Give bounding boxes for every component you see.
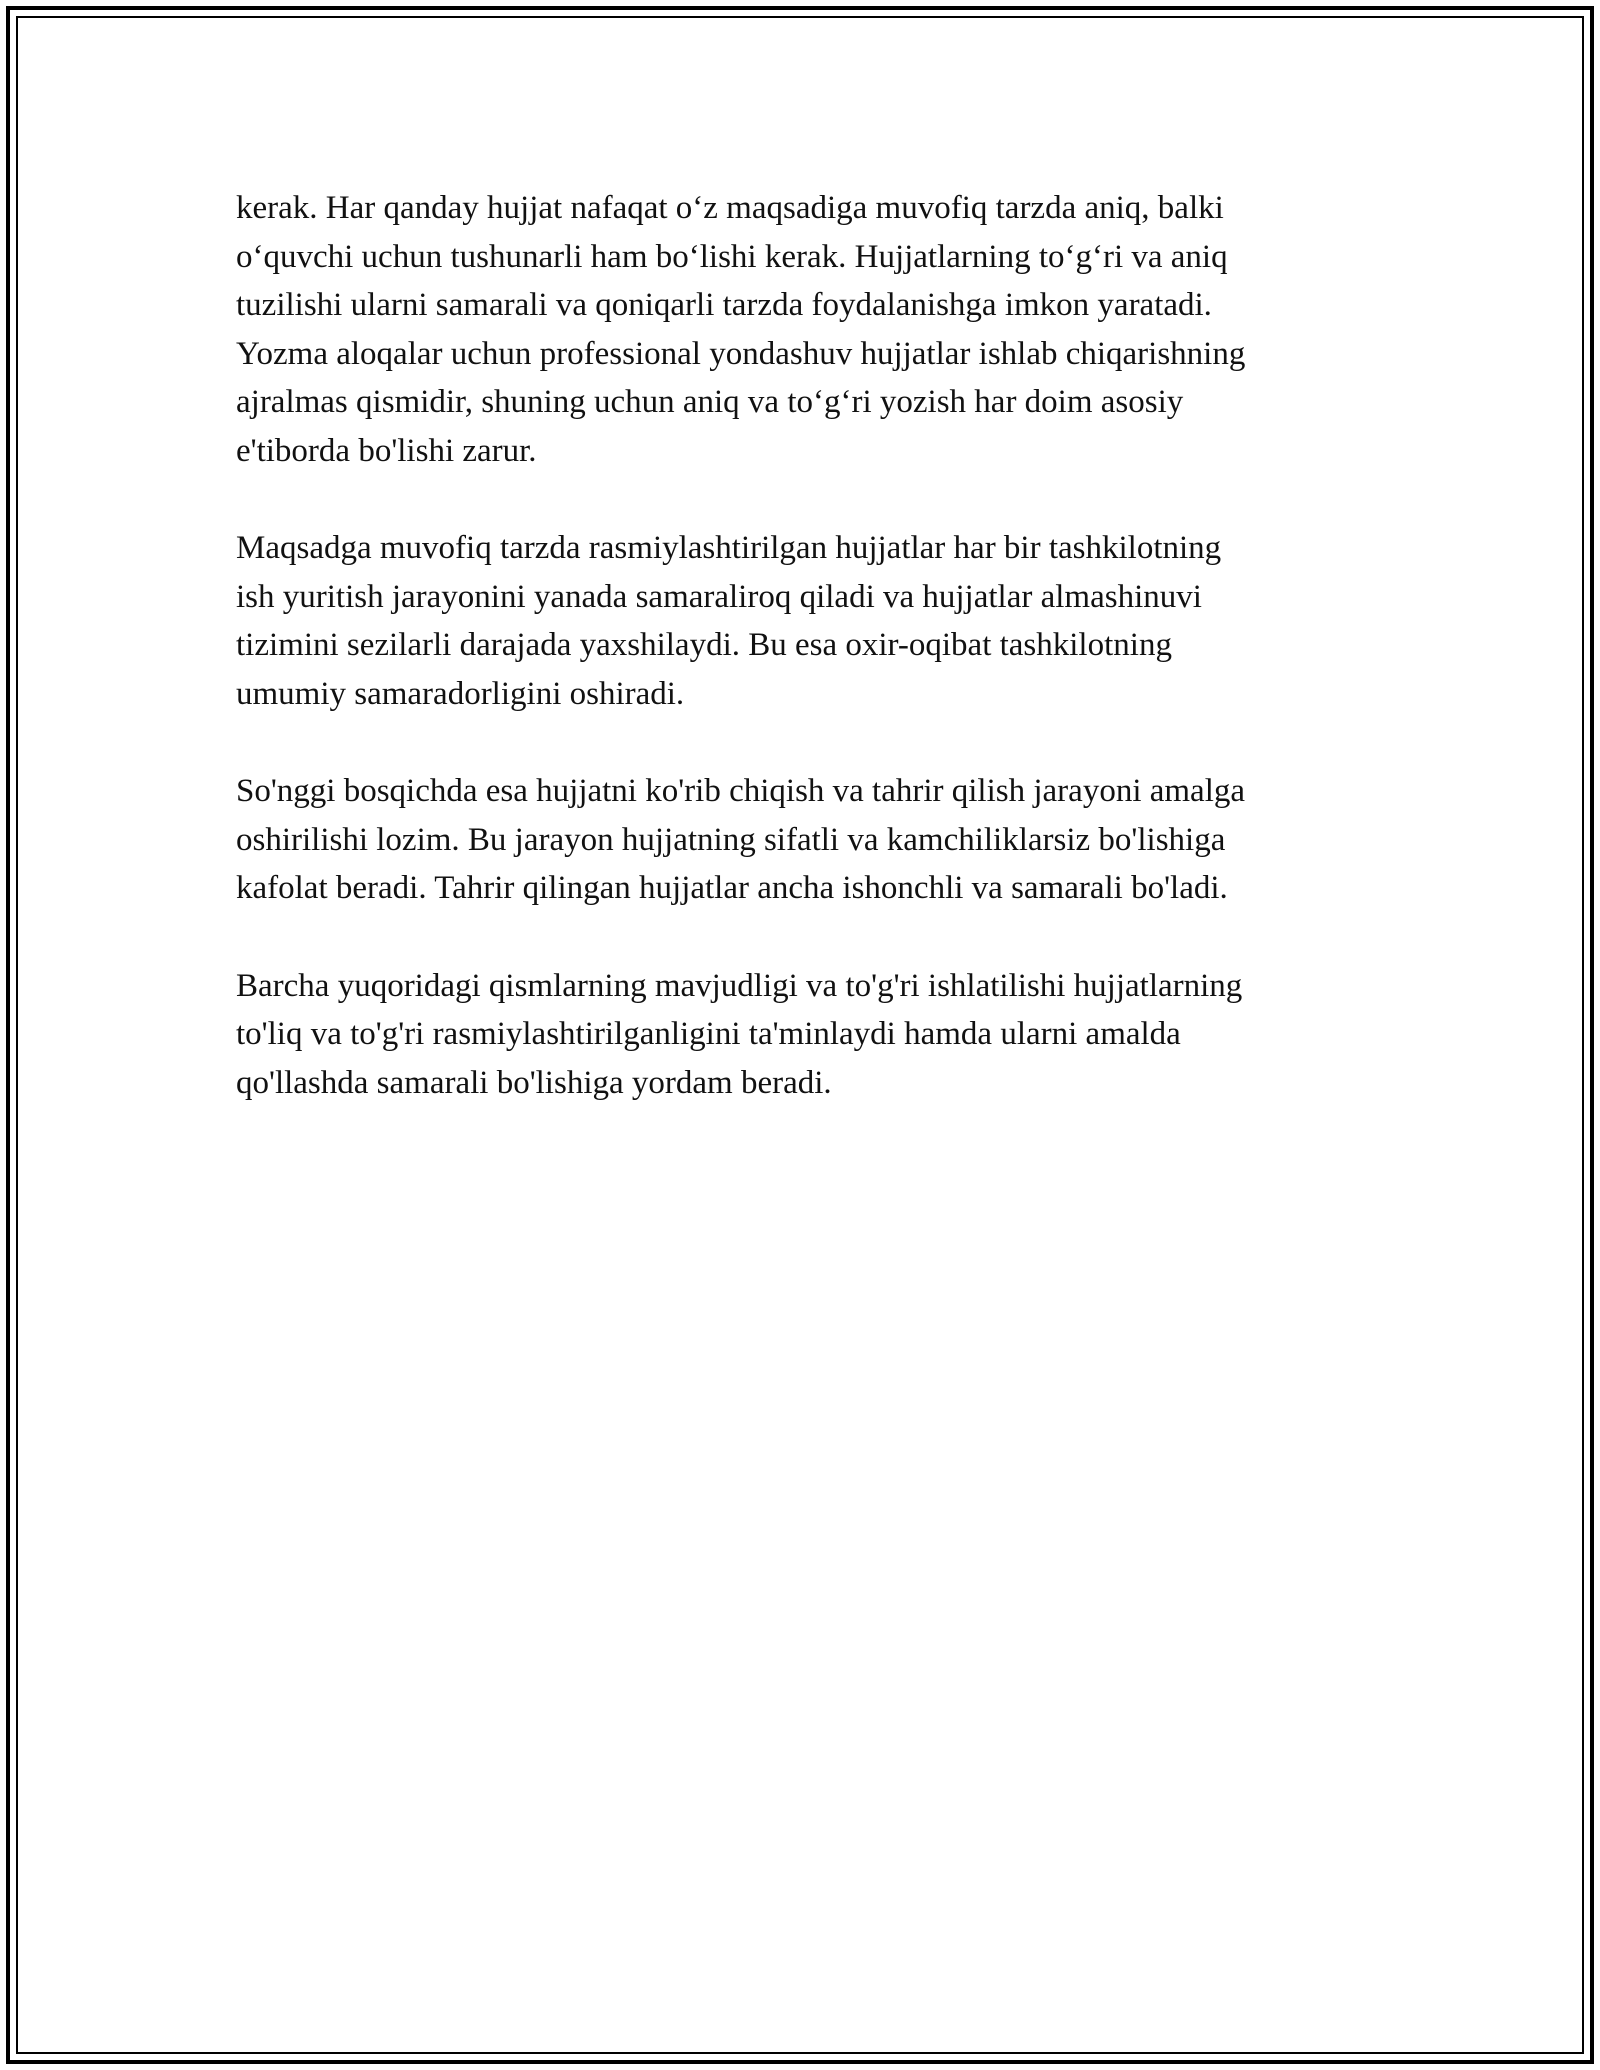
text-line: e'tiborda bo'lishi zarur. (236, 432, 537, 469)
text-line: tuzilishi ularni samarali va qoniqarli tarzda foydalanishga imkon yaratadi. (236, 287, 1212, 324)
text-line: o‘quvchi uchun tushunarli ham bo‘lishi kerak. Hujjatlarning to‘g‘ri va aniq (236, 238, 1228, 275)
document-body (236, 184, 1376, 1107)
paragraph-4 (236, 962, 1376, 1108)
text-line: So'nggi bosqichda esa hujjatni ko'rib chiqish va tahrir qilish jarayoni amalga (236, 773, 1246, 810)
text-line: ajralmas qismidir, shuning uchun aniq va to‘g‘ri yozish har doim asosiy (236, 384, 1184, 421)
text-line: to'liq va to'g'ri rasmiylashtirilganligini ta'minlaydi hamda ularni amalda (236, 1016, 1181, 1053)
text-line: tizimini sezilarli darajada yaxshilaydi. Bu esa oxir-oqibat tashkilotning (236, 627, 1172, 664)
text-line: oshirilishi lozim. Bu jarayon hujjatning sifatli va kamchiliklarsiz bo'lishiga (236, 821, 1226, 858)
text-line: kafolat beradi. Tahrir qilingan hujjatlar ancha ishonchli va samarali bo'ladi. (236, 870, 1228, 907)
text-line: qo'llashda samarali bo'lishiga yordam beradi. (236, 1064, 832, 1101)
paragraph-3 (236, 767, 1376, 913)
text-line: kerak. Har qanday hujjat nafaqat o‘z maqsadiga muvofiq tarzda aniq, balki (236, 190, 1224, 226)
text-line: ish yuritish jarayonini yanada samaraliroq qiladi va hujjatlar almashinuvi (236, 578, 1202, 615)
text-line: umumiy samaradorligini oshiradi. (236, 675, 685, 712)
text-line: Yozma aloqalar uchun professional yondashuv hujjatlar ishlab chiqarishning (236, 335, 1246, 372)
paragraph-1 (236, 184, 1376, 476)
paragraph-2 (236, 524, 1376, 718)
text-line: Maqsadga muvofiq tarzda rasmiylashtirilgan hujjatlar har bir tashkilotning (236, 530, 1222, 567)
text-line: Barcha yuqoridagi qismlarning mavjudligi va to'g'ri ishlatilishi hujjatlarning (236, 967, 1243, 1004)
